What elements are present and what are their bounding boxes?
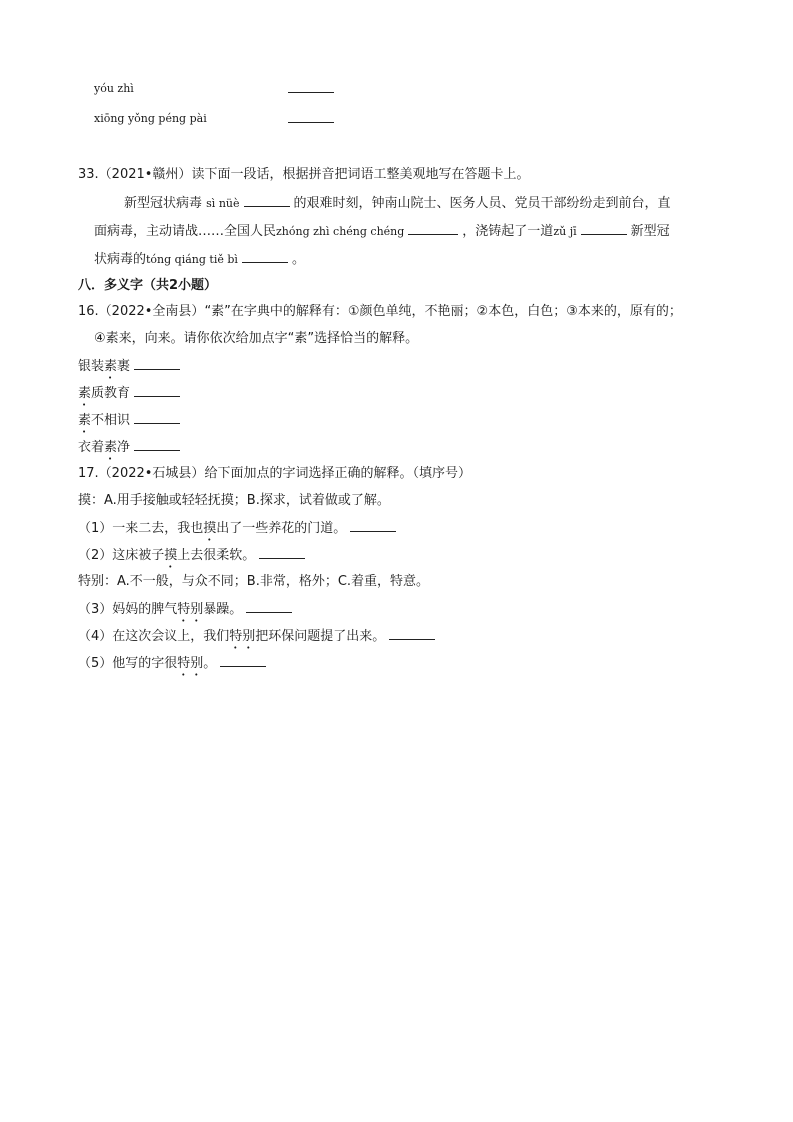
question-prompt: “素”在字典中的解释有：①颜色单纯，不艳丽；②本色，白色；③本来的，原有的； bbox=[204, 304, 682, 319]
dotted-char: 素 bbox=[104, 359, 118, 374]
pinyin-row-2 bbox=[94, 110, 207, 128]
question-number: 33.（2021•赣州） bbox=[78, 167, 192, 182]
text-segment: 面病毒，主动请战……全国人民 bbox=[94, 224, 277, 239]
sentence-5 bbox=[78, 654, 270, 679]
text-segment: 不相识 bbox=[91, 413, 131, 428]
pinyin-text: tóng qiáng tiě bì bbox=[146, 253, 238, 266]
dotted-char: 特别 bbox=[177, 602, 204, 617]
answer-blank[interactable] bbox=[220, 654, 266, 667]
definition-mo: 摸：A.用手接触或轻轻抚摸；B.探求，试着做或了解。 bbox=[78, 493, 390, 508]
text-segment: 上去很柔软。 bbox=[177, 548, 256, 563]
text-segment: 新型冠 bbox=[630, 224, 670, 239]
dotted-char: 特别 bbox=[177, 656, 204, 671]
question-33-header bbox=[78, 166, 529, 184]
question-17-header bbox=[78, 465, 471, 483]
sentence-3 bbox=[78, 600, 296, 625]
section-heading: 八．多义字（共2小题） bbox=[78, 278, 218, 293]
dotted-char: 素 bbox=[104, 440, 118, 455]
dotted-char: 特别 bbox=[229, 629, 256, 644]
dotted-char: 摸 bbox=[203, 521, 217, 536]
text-segment: 的艰难时刻，钟南山院士、医务人员、党员干部纷纷走到前台，直 bbox=[293, 196, 671, 211]
question-33-line-3 bbox=[94, 250, 305, 269]
text-segment: 。 bbox=[203, 656, 217, 671]
sentence-2 bbox=[78, 546, 309, 571]
text-segment: ，浇铸起了一道 bbox=[462, 224, 554, 239]
question-prompt: 读下面一段话，根据拼音把词语工整美观地写在答题卡上。 bbox=[191, 167, 530, 182]
pinyin-text: sì nüè bbox=[206, 197, 240, 210]
text-segment: （4）在这次会议上，我们 bbox=[78, 629, 230, 644]
question-16-line-2: ④素来，向来。请你依次给加点字“素”选择恰当的解释。 bbox=[94, 331, 419, 346]
answer-blank[interactable] bbox=[581, 222, 627, 235]
text-segment: （5）他写的字很 bbox=[78, 656, 178, 671]
answer-blank[interactable] bbox=[408, 222, 458, 235]
text-segment: 衣着 bbox=[78, 440, 105, 455]
sentence-4 bbox=[78, 627, 439, 652]
dotted-char: 素 bbox=[78, 413, 92, 428]
answer-blank[interactable] bbox=[284, 110, 338, 129]
answer-blank[interactable] bbox=[246, 600, 292, 613]
list-item bbox=[78, 357, 184, 382]
text-segment: （3）妈妈的脾气 bbox=[78, 602, 178, 617]
list-item bbox=[78, 411, 184, 436]
question-number: 16.（2022•全南县） bbox=[78, 304, 205, 319]
question-33-line-2 bbox=[94, 222, 670, 241]
text-segment: 把环保问题提了出来。 bbox=[255, 629, 386, 644]
text-segment: 暴躁。 bbox=[203, 602, 243, 617]
answer-blank[interactable] bbox=[134, 357, 180, 370]
text-segment: （2）这床被子 bbox=[78, 548, 165, 563]
question-16-line-1 bbox=[78, 303, 682, 321]
answer-blank[interactable] bbox=[242, 250, 288, 263]
text-segment: 。 bbox=[291, 252, 305, 267]
question-33-line-1 bbox=[124, 194, 671, 213]
dotted-char: 素 bbox=[78, 386, 92, 401]
text-segment: 银装 bbox=[78, 359, 105, 374]
sentence-1 bbox=[78, 519, 400, 544]
text-segment: 裹 bbox=[117, 359, 131, 374]
pinyin-text: xiōng yǒng péng pài bbox=[94, 112, 207, 125]
text-segment: 质教育 bbox=[91, 386, 131, 401]
answer-blank[interactable] bbox=[134, 384, 180, 397]
answer-blank[interactable] bbox=[259, 546, 305, 559]
answer-blank[interactable] bbox=[284, 80, 338, 99]
question-prompt: 给下面加点的字词选择正确的解释。（填序号） bbox=[204, 466, 471, 481]
definition-tebie: 特别：A.不一般，与众不同；B.非常，格外；C.着重，特意。 bbox=[78, 574, 430, 589]
text-segment: 新型冠状病毒 bbox=[124, 196, 203, 211]
text-segment: 净 bbox=[117, 440, 131, 455]
answer-blank[interactable] bbox=[134, 438, 180, 451]
list-item bbox=[78, 384, 184, 409]
answer-blank[interactable] bbox=[134, 411, 180, 424]
question-number: 17.（2022•石城县） bbox=[78, 466, 205, 481]
pinyin-row-1 bbox=[94, 80, 134, 98]
text-segment: 出了一些养花的门道。 bbox=[216, 521, 347, 536]
text-segment: （1）一来二去，我也 bbox=[78, 521, 204, 536]
text-segment: 状病毒的 bbox=[94, 252, 147, 267]
pinyin-text: zhóng zhì chéng chéng bbox=[276, 225, 405, 238]
answer-blank[interactable] bbox=[244, 194, 290, 207]
answer-blank[interactable] bbox=[350, 519, 396, 532]
answer-blank[interactable] bbox=[389, 627, 435, 640]
list-item bbox=[78, 438, 184, 463]
dotted-char: 摸 bbox=[164, 548, 178, 563]
pinyin-text: zǔ jī bbox=[553, 225, 577, 238]
pinyin-text: yóu zhì bbox=[94, 82, 134, 95]
